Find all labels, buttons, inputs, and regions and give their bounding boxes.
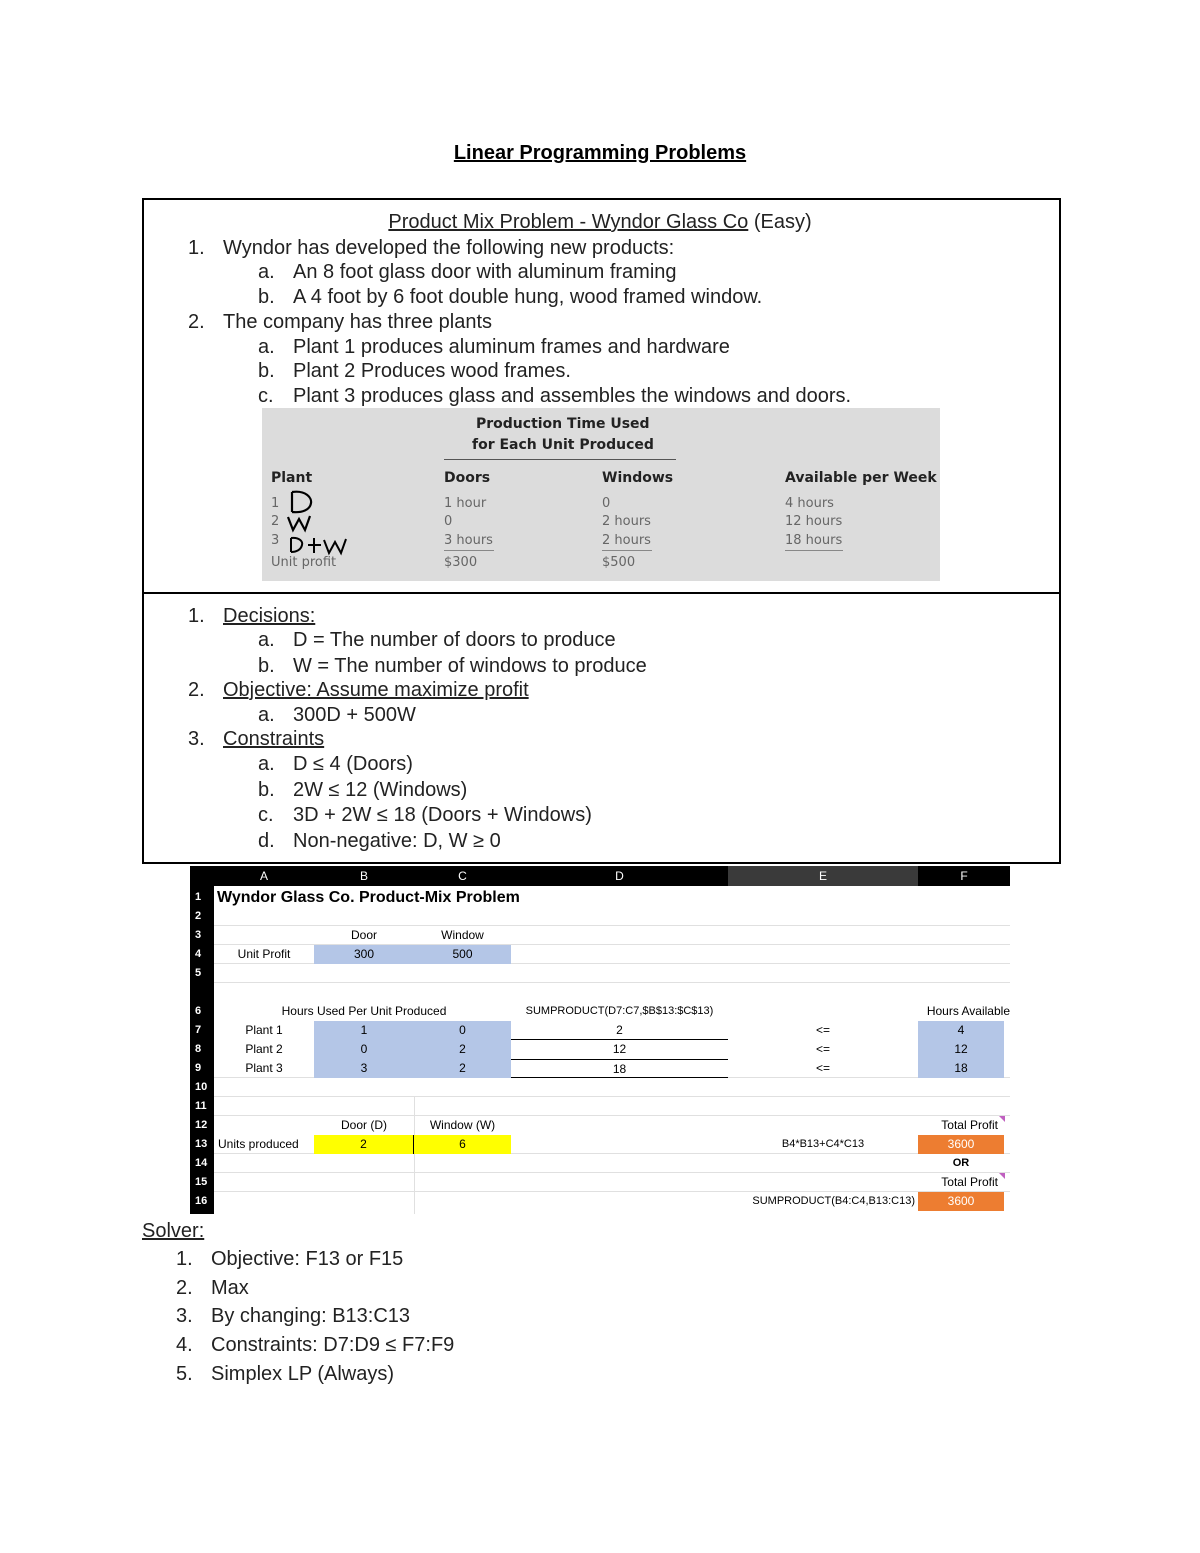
sum-rule-windows [602, 550, 652, 551]
plant-2-available[interactable]: 12 [918, 1040, 1004, 1059]
list-item: A 4 foot by 6 foot double hung, wood framed window. [293, 286, 763, 308]
windows-value: 2 hours [602, 514, 651, 529]
plant-3-label: Plant 3 [245, 1061, 283, 1075]
col-header-e: E [728, 866, 918, 886]
plant-1-used[interactable]: 2 [511, 1021, 728, 1040]
solver-constraints: Constraints: D7:D9 ≤ F7:F9 [211, 1334, 455, 1356]
spreadsheet [190, 866, 1010, 1214]
profit-windows: $500 [602, 555, 636, 570]
list-number: 1. [188, 237, 205, 259]
header-door-d: Door (D) [340, 1118, 387, 1132]
row-header: 7 [195, 1024, 202, 1036]
col-available: Available per Week [785, 470, 937, 486]
hours-used-label: Hours Used Per Unit Produced [281, 1004, 447, 1018]
constraint-doors: D ≤ 4 (Doors) [293, 753, 413, 775]
list-item: An 8 foot glass door with aluminum framing [293, 261, 677, 283]
list-item: Wyndor has developed the following new products: [223, 237, 675, 259]
row-header: 11 [195, 1100, 207, 1112]
unit-profit-window[interactable]: 500 [414, 945, 511, 964]
document-title: Linear Programming Problems [453, 142, 747, 164]
plant-1-door[interactable]: 1 [314, 1021, 414, 1040]
col-doors: Doors [444, 470, 491, 486]
doors-value: 1 hour [444, 496, 487, 511]
handwritten-annotations [284, 488, 364, 560]
list-item: Plant 1 produces aluminum frames and hardware [293, 336, 730, 358]
gridline [214, 1096, 1010, 1097]
plant-1-operator: <= [815, 1023, 830, 1037]
decisions-label: Decisions: [223, 605, 316, 627]
production-time-table [262, 408, 940, 581]
list-number: 2. [188, 679, 205, 701]
row-header: 1 [195, 891, 202, 903]
col-header-b: B [314, 866, 414, 886]
decision-windows: W = The number of windows to produce [293, 655, 647, 677]
unit-profit-label: Unit Profit [237, 947, 291, 961]
available-value: 4 hours [785, 496, 834, 511]
row-header: 2 [195, 910, 202, 922]
sumproduct-label: SUMPRODUCT(D7:C7,$B$13:$C$13) [525, 1005, 714, 1017]
plant-2-door[interactable]: 0 [314, 1040, 414, 1059]
list-letter: d. [258, 830, 275, 852]
doors-value: 3 hours [444, 533, 493, 548]
list-letter: a. [258, 336, 275, 358]
comment-indicator [999, 1116, 1005, 1122]
list-letter: b. [258, 360, 275, 382]
units-window-cell[interactable]: 6 [414, 1135, 511, 1154]
list-number: 3. [176, 1305, 193, 1327]
header-rule [444, 459, 676, 460]
available-value: 12 hours [785, 514, 843, 529]
list-letter: a. [258, 704, 275, 726]
list-number: 3. [188, 728, 205, 750]
plant-3-available[interactable]: 18 [918, 1059, 1004, 1078]
list-item: Plant 3 produces glass and assembles the windows and doors. [293, 385, 852, 407]
row-header: 9 [195, 1062, 202, 1074]
total-profit-label: Total Profit [941, 1118, 998, 1132]
col-plant: Plant [271, 470, 313, 486]
formula-label-2: SUMPRODUCT(B4:C4,B13:C13) [752, 1195, 915, 1207]
comment-indicator [999, 1173, 1005, 1179]
list-letter: b. [258, 286, 275, 308]
plant-number: 1 [271, 496, 280, 511]
plant-2-label: Plant 2 [245, 1042, 283, 1056]
windows-value: 0 [602, 496, 611, 511]
objective-label: Objective: Assume maximize profit [223, 679, 529, 701]
row-header: 14 [195, 1157, 208, 1169]
table-header-line1: Production Time Used [476, 416, 650, 432]
constraint-windows: 2W ≤ 12 (Windows) [293, 779, 468, 801]
solver-changing: By changing: B13:C13 [211, 1305, 411, 1327]
row-header: 4 [195, 948, 202, 960]
hours-available-label: Hours Available [926, 1004, 1010, 1018]
plant-1-label: Plant 1 [245, 1023, 283, 1037]
profit-label: Unit profit [271, 555, 337, 570]
available-value: 18 hours [785, 533, 843, 548]
row-header: 6 [195, 1005, 202, 1017]
list-letter: a. [258, 261, 275, 283]
constraint-combined: 3D + 2W ≤ 18 (Doors + Windows) [293, 804, 592, 826]
row-header: 13 [195, 1138, 208, 1150]
table-header-line2: for Each Unit Produced [472, 437, 654, 453]
total-profit-cell-2[interactable]: 3600 [918, 1192, 1004, 1211]
col-header-d: D [511, 866, 728, 886]
corner-cell [190, 866, 214, 886]
list-letter: a. [258, 629, 275, 651]
solver-method: Simplex LP (Always) [211, 1363, 395, 1385]
row-header: 12 [195, 1119, 208, 1131]
row-header: 8 [195, 1043, 202, 1055]
sum-rule-doors [444, 550, 494, 551]
list-number: 5. [176, 1363, 193, 1385]
decision-doors: D = The number of doors to produce [293, 629, 616, 651]
plant-2-window[interactable]: 2 [414, 1040, 511, 1059]
list-number: 1. [176, 1248, 193, 1270]
vgridline [414, 1096, 415, 1214]
problem-heading [0, 211, 1200, 234]
row-header: 10 [195, 1081, 208, 1093]
list-item: The company has three plants [223, 311, 493, 333]
row-header: 3 [195, 929, 202, 941]
plant-number: 2 [271, 514, 280, 529]
list-number: 2. [176, 1277, 193, 1299]
sum-rule-available [785, 550, 843, 551]
header-window: Window [441, 928, 484, 942]
plant-3-door[interactable]: 3 [314, 1059, 414, 1078]
row-header: 5 [195, 967, 202, 979]
plant-3-used[interactable]: 18 [511, 1059, 728, 1078]
plant-1-available[interactable]: 4 [918, 1021, 1004, 1040]
gridline [214, 982, 1010, 983]
plant-number: 3 [271, 533, 280, 548]
total-profit-label-2: Total Profit [941, 1175, 998, 1189]
plant-3-window[interactable]: 2 [414, 1059, 511, 1078]
col-header-f: F [918, 866, 1010, 886]
list-number: 1. [188, 605, 205, 627]
constraint-nonnegative: Non-negative: D, W ≥ 0 [293, 830, 501, 852]
problem-heading-title: Product Mix Problem - Wyndor Glass Co [388, 211, 749, 233]
row-header: 16 [195, 1195, 208, 1207]
problem-heading-difficulty: (Easy) [748, 211, 812, 233]
col-windows: Windows [602, 470, 674, 486]
plant-2-operator: <= [815, 1042, 830, 1056]
list-letter: a. [258, 753, 275, 775]
list-letter: b. [258, 779, 275, 801]
row-header: 15 [195, 1176, 208, 1188]
profit-doors: $300 [444, 555, 478, 570]
col-header-a: A [214, 866, 314, 886]
units-door-cell[interactable]: 2 [314, 1135, 414, 1154]
objective-function: 300D + 500W [293, 704, 416, 726]
header-window-w: Window (W) [429, 1118, 496, 1132]
col-header-c: C [414, 866, 511, 886]
or-label: OR [952, 1157, 970, 1169]
total-profit-cell-1[interactable]: 3600 [918, 1135, 1004, 1154]
list-item: Plant 2 Produces wood frames. [293, 360, 571, 382]
header-door: Door [350, 928, 377, 942]
list-number: 4. [176, 1334, 193, 1356]
solver-objective: Objective: F13 or F15 [211, 1248, 404, 1270]
sheet-title: Wyndor Glass Co. Product-Mix Problem [217, 889, 520, 906]
formula-label-1: B4*B13+C4*C13 [781, 1138, 865, 1150]
list-number: 2. [188, 311, 205, 333]
units-produced-label: Units produced [218, 1137, 299, 1151]
plant-2-used[interactable]: 12 [612, 1042, 627, 1056]
doors-value: 0 [444, 514, 453, 529]
solver-max: Max [211, 1277, 249, 1299]
windows-value: 2 hours [602, 533, 651, 548]
list-letter: b. [258, 655, 275, 677]
list-letter: c. [258, 385, 274, 407]
constraints-label: Constraints [223, 728, 325, 750]
plant-3-operator: <= [815, 1061, 830, 1075]
unit-profit-door[interactable]: 300 [314, 945, 414, 964]
solver-label: Solver: [142, 1220, 205, 1242]
list-letter: c. [258, 804, 274, 826]
plant-1-window[interactable]: 0 [414, 1021, 511, 1040]
